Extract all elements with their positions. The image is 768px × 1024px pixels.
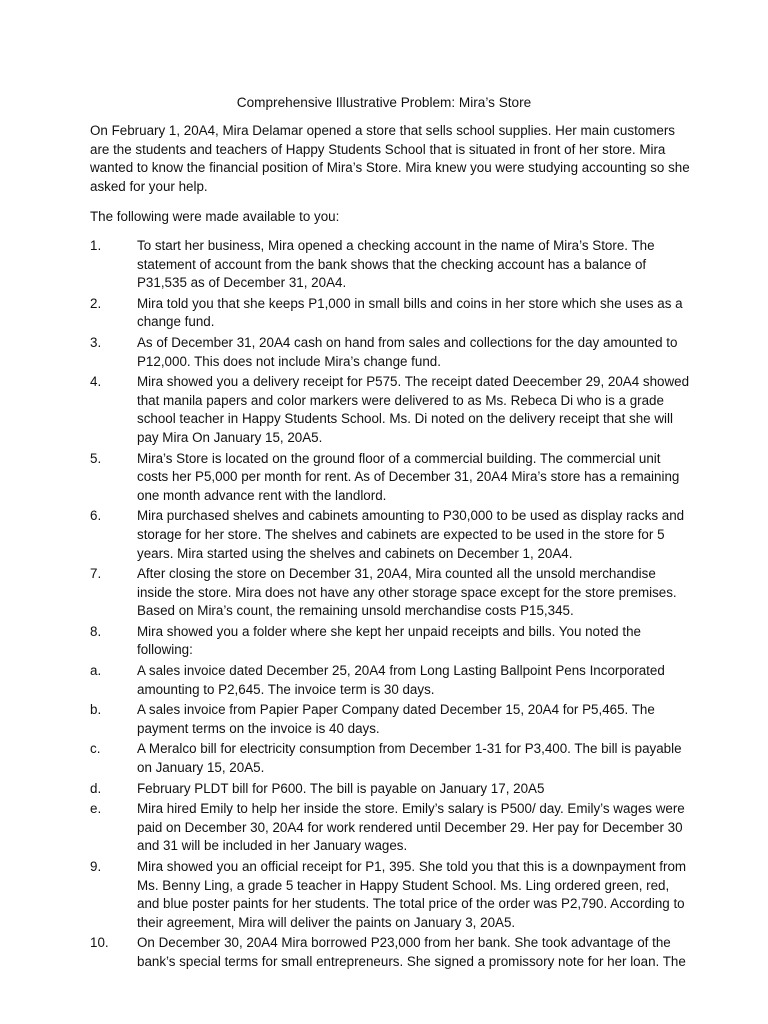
list-marker: 8. xyxy=(90,623,102,639)
list-marker: 10. xyxy=(90,935,109,951)
list-marker: 7. xyxy=(90,566,102,582)
list-item-text: A Meralco bill for electricity consumption from December 1-31 for P3,400. The bill is payable on January 15, 20A5. xyxy=(137,741,682,776)
list-item xyxy=(90,237,694,293)
list-item xyxy=(90,334,694,371)
document-title: Comprehensive Illustrative Problem: Mira’s Store xyxy=(236,95,532,110)
list-item-text: Mira hired Emily to help her inside the store. Emily’s salary is P500/ day. Emily’s wages were paid on December 30, 20A4 for work rendered until December 29. Her pay for December 30 and 31 will be included in her January wages. xyxy=(137,801,685,854)
list-marker: 4. xyxy=(90,374,102,390)
list-item-text: A sales invoice from Papier Paper Company dated December 15, 20A4 for P5,465. The payment terms on the invoice is 40 days. xyxy=(137,702,655,736)
list-item-text: To start her business, Mira opened a checking account in the name of Mira’s Store. The statement of account from the bank shows that the checking account has a balance of P31,535 as of December 31, 20A4. xyxy=(137,238,655,291)
list-item-text: Mira’s Store is located on the ground floor of a commercial building. The commercial unit costs her P5,000 per month for rent. As of December 31, 20A4 Mira’s store has a remaining one month advance rent with the landlord. xyxy=(137,450,680,503)
list-marker: 2. xyxy=(90,295,102,311)
list-item-text: Mira showed you a folder where she kept her unpaid receipts and bills. You noted the following: xyxy=(137,623,641,658)
list-item xyxy=(90,450,694,506)
list-item xyxy=(90,565,694,621)
list-item-text: Mira told you that she keeps P1,000 in small bills and coins in her store which she uses as a change fund. xyxy=(137,295,683,330)
list-subitem xyxy=(90,662,694,699)
list-marker: b. xyxy=(90,702,102,718)
list-item xyxy=(90,507,694,563)
list-item-text: After closing the store on December 31, 20A4, Mira counted all the unsold merchandise inside the store. Mira does not have any other storage space except for the store premises. Based on Mira’s count, the remaining unsold merchandise costs P15,345. xyxy=(137,566,677,619)
numbered-list xyxy=(90,237,694,972)
list-marker: 5. xyxy=(90,450,102,466)
list-item xyxy=(90,623,694,660)
list-marker: 6. xyxy=(90,508,102,524)
list-subitem xyxy=(90,780,694,799)
list-item-text: On December 30, 20A4 Mira borrowed P23,000 from her bank. She took advantage of the bank’s special terms for small entrepreneurs. She signed a promissory note for her loan. The xyxy=(137,935,686,969)
lead-sentence: The following were made available to you: xyxy=(90,209,340,224)
list-marker: 3. xyxy=(90,334,102,350)
list-item xyxy=(90,858,694,932)
list-marker: 1. xyxy=(90,238,102,253)
list-item-text: Mira showed you a delivery receipt for P575. The receipt dated Deecember 29, 20A4 showed that manila papers and color markers were delivered to as Ms. Rebeca Di who is a grade school teacher in Happy Students School. Ms. Di noted on the delivery receipt that she will pay Mira On January 15, 20A5. xyxy=(137,374,690,445)
list-marker: a. xyxy=(90,663,102,679)
list-item-text: A sales invoice dated December 25, 20A4 from Long Lasting Ballpoint Pens Incorporated amounting to P2,645. The invoice term is 30 days. xyxy=(137,663,665,697)
list-marker: 9. xyxy=(90,859,102,874)
list-item-text: As of December 31, 20A4 cash on hand from sales and collections for the day amounted to P12,000. This does not include Mira’s change fund. xyxy=(137,334,678,369)
list-item xyxy=(90,373,694,447)
list-subitem xyxy=(90,800,694,856)
list-item-text: February PLDT bill for P600. The bill is payable on January 17, 20A5 xyxy=(137,780,545,796)
list-item xyxy=(90,295,694,332)
list-subitem xyxy=(90,740,694,777)
list-marker: d. xyxy=(90,780,102,796)
list-item-text: Mira showed you an official receipt for P1, 395. She told you that this is a downpayment from Ms. Benny Ling, a grade 5 teacher in Happy Student School. Ms. Ling ordered green, red, and blue poster paints for her students. The total price of the order was P2,790. According to their agreement, Mira will deliver the paints on January 3, 20A5. xyxy=(137,859,687,930)
list-item xyxy=(90,934,694,971)
list-marker: e. xyxy=(90,801,102,817)
list-marker: c. xyxy=(90,741,101,757)
list-item-text: Mira purchased shelves and cabinets amounting to P30,000 to be used as display racks and storage for her store. The shelves and cabinets are expected to be used in the store for 5 years. Mira started using the shelves and cabinets on December 1, 20A4. xyxy=(137,508,685,561)
intro-paragraph: On February 1, 20A4, Mira Delamar opened a store that sells school supplies. Her main customers are the students and teachers of Happy Students School that is situated in front of her store. Mira wanted to know the financial position of Mira’s Store. Mira knew you were studying accounting so she asked for your help. xyxy=(90,123,690,194)
list-subitem xyxy=(90,701,694,738)
